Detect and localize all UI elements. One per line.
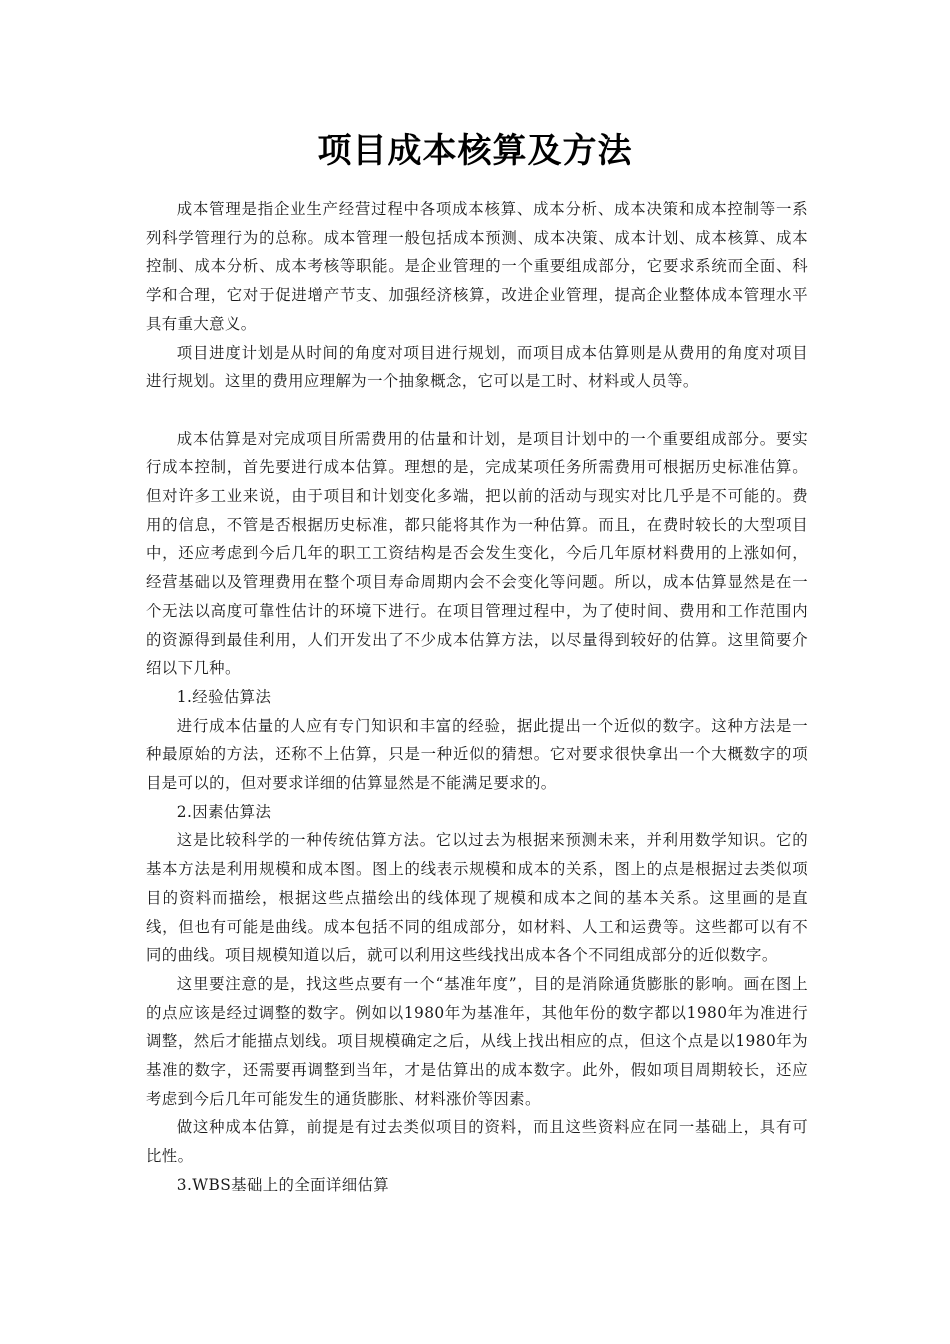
paragraph-base-year: 这里要注意的是，找这些点要有一个“基准年度”，目的是消除通货膨胀的影响。画在图上的点应该是经过调整的数字。例如以1980年为基准年，其他年份的数字都以1980年为准进行调整，然后才能描点划线。项目规模确定之后，从线上找出相应的点，但这个点是以1980年为基准的数字，还需要再调整到当年，才是估算出的成本数字。此外，假如项目周期较长，还应考虑到今后几年可能发生的通货膨胀、材料涨价等因素。 — [146, 974, 808, 1108]
document-body — [146, 195, 808, 1200]
page-title: 项目成本核算及方法 — [317, 131, 633, 171]
paragraph-factor-method: 这是比较科学的一种传统估算方法。它以过去为根据来预测未来，并利用数学知识。它的基本方法是利用规模和成本图。图上的线表示规模和成本的关系，图上的点是根据过去类似项目的资料而描绘，根据这些点描绘出的线体现了规模和成本之间的基本关系。这里画的是直线，但也有可能是曲线。成本包括不同的组成部分，如材料、人工和运费等。这些都可以有不同的曲线。项目规模知道以后，就可以利用这些线找出成本各个不同组成部分的近似数字。 — [146, 831, 808, 965]
paragraph-schedule-vs-cost: 项目进度计划是从时间的角度对项目进行规划，而项目成本估算则是从费用的角度对项目进行规划。这里的费用应理解为一个抽象概念，它可以是工时、材料或人员等。 — [146, 343, 808, 391]
paragraph-cost-management: 成本管理是指企业生产经营过程中各项成本核算、成本分析、成本决策和成本控制等一系列科学管理行为的总称。成本管理一般包括成本预测、成本决策、成本计划、成本核算、成本控制、成本分析、成本考核等职能。是企业管理的一个重要组成部分，它要求系统而全面、科学和合理，它对于促进增产节支、加强经济核算，改进企业管理，提高企业整体成本管理水平具有重大意义。 — [146, 200, 808, 333]
section-heading-factor: 2.因素估算法 — [176, 802, 272, 821]
paragraph-spacer — [146, 396, 808, 425]
paragraph-cost-estimation: 成本估算是对完成项目所需费用的估量和计划，是项目计划中的一个重要组成部分。要实行成本控制，首先要进行成本估算。理想的是，完成某项任务所需费用可根据历史标准估算。但对许多工业来说，由于项目和计划变化多端，把以前的活动与现实对比几乎是不可能的。费用的信息，不管是否根据历史标准，都只能将其作为一种估算。而且，在费时较长的大型项目中，还应考虑到今后几年的职工工资结构是否会发生变化，今后几年原材料费用的上涨如何，经营基础以及管理费用在整个项目寿命周期内会不会变化等问题。所以，成本估算显然是在一个无法以高度可靠性估计的环境下进行。在项目管理过程中，为了使时间、费用和工作范围内的资源得到最佳利用，人们开发出了不少成本估算方法，以尽量得到较好的估算。这里简要介绍以下几种。 — [146, 429, 808, 678]
paragraph-experience-method: 进行成本估量的人应有专门知识和丰富的经验，据此提出一个近似的数字。这种方法是一种最原始的方法，还称不上估算，只是一种近似的猜想。它对要求很快拿出一个大概数字的项目是可以的，但对要求详细的估算显然是不能满足要求的。 — [146, 716, 808, 793]
paragraph-precondition: 做这种成本估算，前提是有过去类似项目的资料，而且这些资料应在同一基础上，具有可比性。 — [146, 1118, 808, 1166]
section-heading-wbs: 3.WBS基础上的全面详细估算 — [176, 1175, 390, 1194]
section-heading-experience: 1.经验估算法 — [176, 687, 272, 706]
